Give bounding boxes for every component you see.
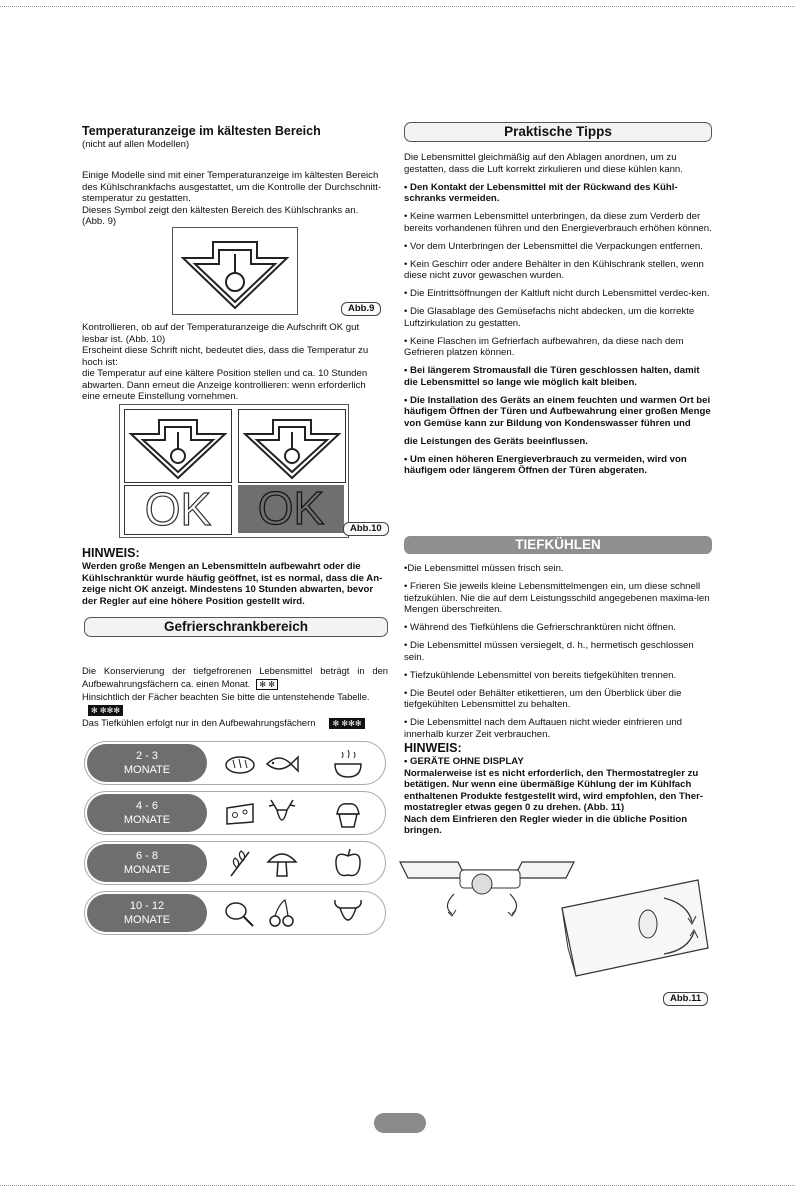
text-line: abwarten. Dann erneut die Anzeige kontrollieren: wenn erforderlich (82, 379, 366, 391)
freeze-item: • Während des Tiefkühlens die Gefrierschranktüren nicht öffnen. (404, 622, 676, 633)
text-line: Aufbewahrungsfächern ca. einen Monat. (82, 678, 251, 689)
storage-duration (87, 794, 207, 832)
grain-icon (223, 846, 257, 880)
storage-row (84, 891, 386, 935)
figure-9-cold-zone-symbol (172, 227, 298, 315)
text-line: Normalerweise ist es nicht erforderlich, den Thermostatregler zu betätigen. Nur wenn eine übermäßige Kühlung der im Kühlfach enthaltenen Produkte festgestellt wird, wird empfohlen, den Ther-mostatregler etwas gegen 0 zu drehen. (Abb. 11) (404, 767, 704, 813)
text-line: Hinsichtlich der Fächer beachten Sie bitte die untenstehende Tabelle. (82, 691, 370, 702)
apple-icon (331, 846, 365, 880)
mushroom-icon (265, 846, 299, 880)
storage-row (84, 791, 386, 835)
duration-range: 6 - 8 (135, 850, 158, 862)
three-star-symbol-icon: ✻ ✻✻✻ (88, 705, 123, 716)
tiefkuehlen-list (404, 563, 714, 747)
tip-item: • Um einen höheren Energieverbrauch zu vermeiden, wird von häufigem oder längerem Öffnen der Türen abgeraten. (404, 453, 687, 476)
duration-unit: MONATE (123, 864, 171, 876)
tip-item: • Die Installation des Geräts an einem feuchten und warmen Ort bei häufigem Öffnen der Türen und Aufbewahrung einer großen Menge von Gemüse kann zur Bildung von Kondenswasser führen und (404, 394, 711, 429)
text-line: Werden große Mengen an Lebensmitteln aufbewahrt oder die (82, 561, 361, 572)
hinweis-right (404, 741, 714, 837)
text-line: die Temperatur auf eine kältere Position stellen und ca. 10 Stunden (82, 368, 368, 379)
tip-item: • Kein Geschirr oder andere Behälter in den Kühlschrank stellen, wenn diese nicht zuvor gewaschen wurden. (404, 258, 704, 281)
storage-duration-table (84, 741, 386, 937)
three-star-symbol-icon: ✻ ✻✻✻ (329, 718, 364, 729)
text-line: Einige Modelle sind mit einer Temperaturanzeige im kältesten Bereich (82, 170, 379, 181)
text-line: Kühlschranktür wurde häufig geöffnet, ist es normal, dass die An- (82, 572, 383, 584)
text-line: eine erneute Einstellung vornehmen. (82, 391, 239, 402)
text-line: hoch ist: (82, 356, 118, 368)
text-line: (Abb. 9) (82, 216, 117, 227)
section-subtitle: (nicht auf allen Modellen) (82, 139, 190, 150)
hinweis-heading: HINWEIS: (82, 546, 140, 560)
freeze-item: • Die Beutel oder Behälter etikettieren, um den Überblick über die tiefgekühlten Lebensmittel zu behalten. (404, 687, 682, 710)
text-line: Erscheint diese Schrift nicht, bedeutet dies, dass die Temperatur zu (82, 345, 369, 356)
cow-icon (331, 896, 365, 930)
cheese-icon (223, 796, 257, 830)
figure-label: Abb.10 (343, 522, 389, 536)
figure-10-ok-indicator (119, 404, 349, 538)
tip-item: • Bei längerem Stromausfall die Türen geschlossen halten, damit die Lebensmittel so lange wie möglich kalt bleiben. (404, 365, 700, 388)
tip-item: Die Lebensmittel gleichmäßig auf den Ablagen anordnen, um zu gestatten, dass die Luft korrekt zirkulieren und diese kühlen kann. (404, 152, 683, 175)
storage-duration (87, 744, 207, 782)
thermostat-knob-illustration-icon (398, 858, 714, 998)
storage-duration (87, 844, 207, 882)
duration-unit: MONATE (123, 764, 171, 776)
freeze-item: • Die Lebensmittel müssen versiegelt, d. h., hermetisch geschlossen sein. (404, 640, 694, 663)
hinweis-subheading: • GERÄTE OHNE DISPLAY (404, 756, 524, 767)
storage-duration (87, 894, 207, 932)
tipps-list (404, 152, 714, 483)
ok-text-light: OK (124, 485, 232, 535)
hinweis-left (82, 546, 388, 607)
duration-range: 2 - 3 (135, 750, 158, 762)
freeze-item: • Frieren Sie jeweils kleine Lebensmittelmengen ein, um diese schnell tiefzukühlen. Nie die auf dem Leistungsschild angegebenen maxima-len Mengen überschreiten. (404, 581, 710, 615)
text-line: des Kühlschrankfachs ausgestattet, um die Kontrolle der Durchschnitt- (82, 181, 382, 193)
gefrier-section-heading: Gefrierschrankbereich (84, 617, 388, 637)
text-line: zeige nicht OK anzeigt. Mindestens 10 Stunden abwarten, bevor (82, 584, 374, 595)
text-line: Die Konservierung der tiefgefrorenen Lebensmittel beträgt in den (82, 665, 388, 676)
cold-zone-symbol-icon (239, 410, 345, 482)
two-star-symbol-icon: ✻ ✻ (256, 679, 278, 690)
tip-item: • Keine Flaschen im Gefrierfach aufbewahren, da diese nach dem Gefrieren platzen können. (404, 335, 684, 358)
section-title: Temperaturanzeige im kältesten Bereich (82, 124, 321, 138)
figure-label: Abb.11 (663, 992, 708, 1006)
cold-zone-symbol-icon (125, 410, 231, 482)
tip-item: • Die Eintrittsöffnungen der Kaltluft nicht durch Lebensmittel verdec-ken. (404, 288, 710, 299)
text-line: der Regler auf eine höhere Position gestellt wird. (82, 595, 305, 607)
duration-range: 4 - 6 (135, 800, 158, 812)
text-line: lesbar ist. (Abb. 10) (82, 333, 166, 345)
text-line: Kontrollieren, ob auf der Temperaturanzeige die Aufschrift OK gut (82, 322, 360, 333)
duration-range: 10 - 12 (129, 900, 165, 912)
crop-mark (0, 0, 795, 7)
text-line: stemperatur zu gestatten. (82, 193, 191, 204)
storage-row (84, 841, 386, 885)
tip-item: • Keine warmen Lebensmittel unterbringen, da diese zum Verderb der bereits vorhandenen führen und den Energieverbrauch erhöhen können. (404, 211, 712, 234)
text-line: Nach dem Einfrieren den Regler wieder in die übliche Position bringen. (404, 813, 688, 836)
chicken-leg-icon (223, 896, 257, 930)
storage-row (84, 741, 386, 785)
freeze-item: • Tiefzukühlende Lebensmittel von bereits tiefgekühlten trennen. (404, 669, 677, 681)
indicator-symbol-panel (238, 409, 346, 483)
tip-item: • Die Glasablage des Gemüsefachs nicht abdecken, um die korrekte Luftzirkulation zu gestatten. (404, 306, 695, 329)
tip-item: die Leistungen des Geräts beeinflussen. (404, 435, 588, 447)
figure-11-thermostat (398, 858, 714, 998)
check-paragraph (82, 322, 388, 403)
tiefkuehlen-section-heading: TIEFKÜHLEN (404, 536, 712, 554)
gefrier-paragraph (82, 664, 388, 729)
temp-indicator-section (82, 124, 388, 151)
soup-bowl-icon (331, 746, 365, 780)
cupcake-icon (331, 796, 365, 830)
freeze-item: •Die Lebensmittel müssen frisch sein. (404, 563, 564, 574)
intro-paragraph (82, 170, 388, 228)
tipps-section-heading: Praktische Tipps (404, 122, 712, 142)
text-line: Dieses Symbol zeigt den kältesten Bereich des Kühlschranks an. (82, 204, 359, 216)
cherry-icon (265, 896, 299, 930)
tip-item: • Vor dem Unterbringen der Lebensmittel die Verpackungen entfernen. (404, 240, 703, 252)
text-line: Das Tiefkühlen erfolgt nur in den Aufbewahrungsfächern (82, 717, 316, 728)
cold-zone-symbol-icon (173, 228, 297, 314)
deer-icon (265, 796, 299, 830)
page-number-badge (374, 1113, 426, 1133)
duration-unit: MONATE (123, 914, 171, 926)
indicator-symbol-panel (124, 409, 232, 483)
figure-label: Abb.9 (341, 302, 381, 316)
bread-icon (223, 746, 257, 780)
hinweis-heading: HINWEIS: (404, 741, 462, 755)
freeze-item: • Die Lebensmittel nach dem Auftauen nicht wieder einfrieren und innerhalb kurzer Zeit verbrauchen. (404, 717, 683, 740)
ok-text-dark: OK (238, 485, 344, 533)
duration-unit: MONATE (123, 814, 171, 826)
fish-icon (265, 746, 299, 780)
tip-item: • Den Kontakt der Lebensmittel mit der Rückwand des Kühl-schranks vermeiden. (404, 181, 678, 204)
